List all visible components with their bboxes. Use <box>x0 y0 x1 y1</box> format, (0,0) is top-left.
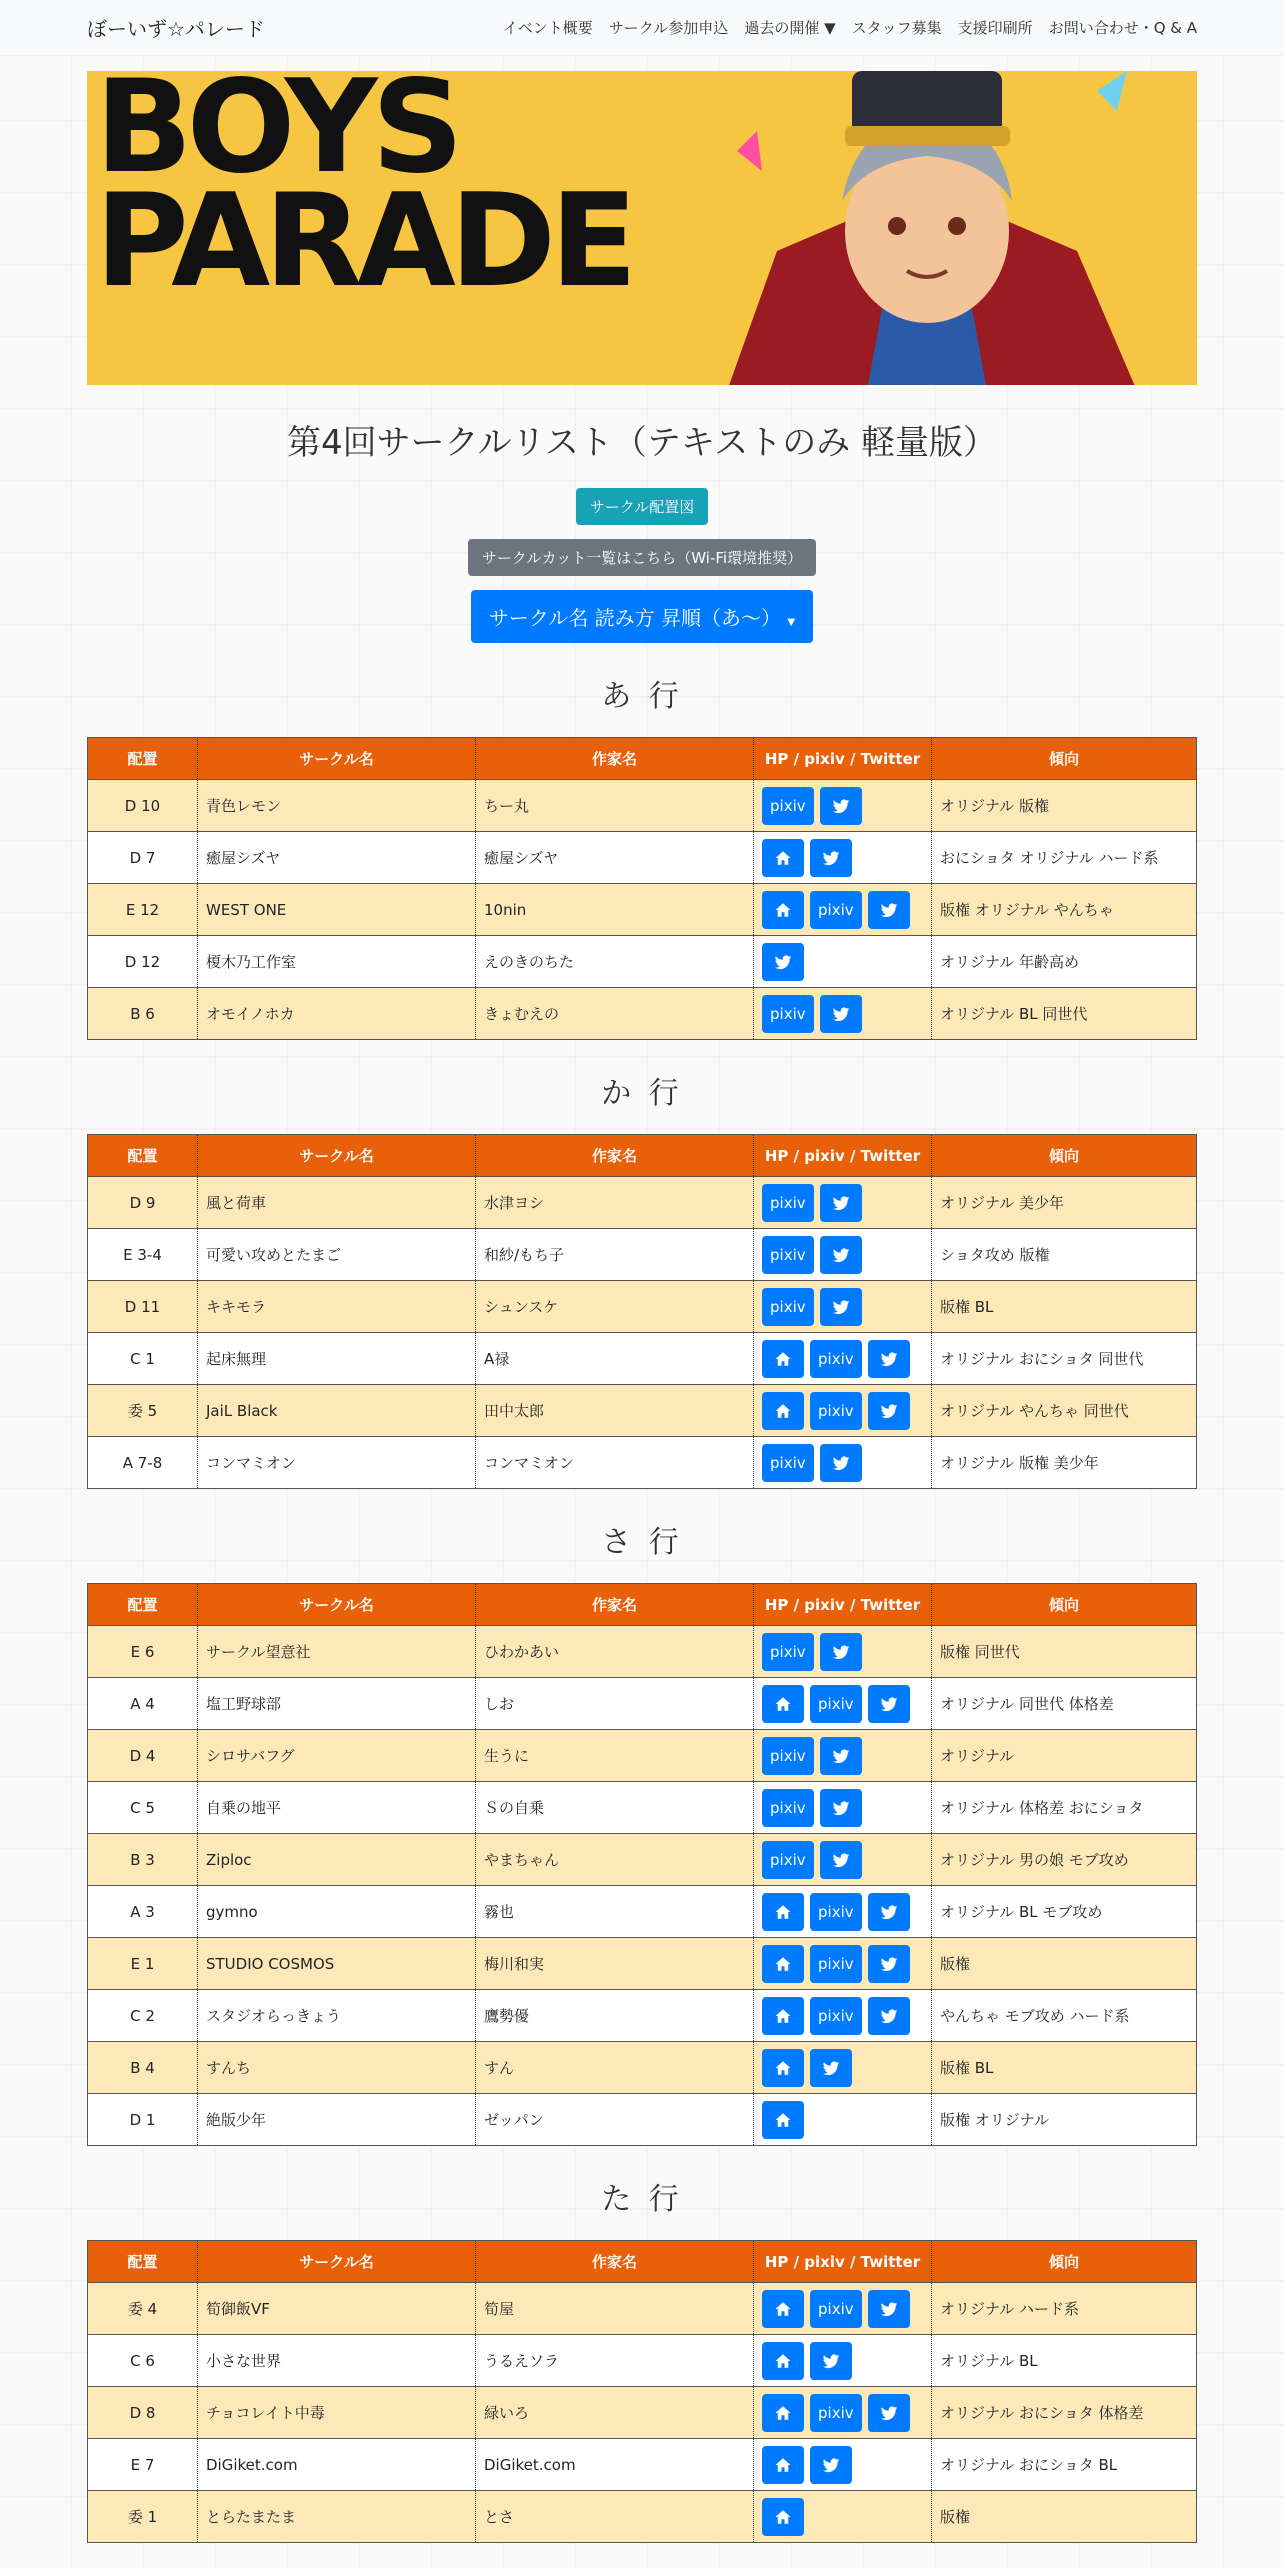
tags-cell: オリジナル 男の娘 モブ攻め <box>932 1834 1197 1886</box>
page-title: 第4回サークルリスト（テキストのみ 軽量版） <box>286 423 998 463</box>
links-cell <box>754 1834 932 1886</box>
booth-cell: A 3 <box>88 1886 198 1938</box>
circle-name-cell: 風と荷車 <box>198 1177 476 1229</box>
links-cell <box>754 2335 932 2387</box>
twitter-icon[interactable] <box>820 1789 862 1827</box>
circle-name-cell: チョコレイト中毒 <box>198 2387 476 2439</box>
home-icon[interactable] <box>762 891 804 929</box>
table-row <box>88 2335 1197 2387</box>
circle-name-cell: オモイノホカ <box>198 988 476 1040</box>
booth-cell: C 6 <box>88 2335 198 2387</box>
pixiv-button[interactable]: pixiv <box>762 1184 814 1222</box>
column-header: 傾向 <box>932 1584 1197 1626</box>
section-title: か 行 <box>601 1076 683 1111</box>
table-row <box>88 1281 1197 1333</box>
column-header: サークル名 <box>198 738 476 780</box>
links-cell <box>754 1678 932 1730</box>
circle-name-cell: 起床無理 <box>198 1333 476 1385</box>
links-cell <box>754 1730 932 1782</box>
links-cell <box>754 2042 932 2094</box>
home-icon[interactable] <box>762 1685 804 1723</box>
links-cell <box>754 1385 932 1437</box>
twitter-icon[interactable] <box>810 839 852 877</box>
home-icon[interactable] <box>762 1392 804 1430</box>
cut-list-row <box>87 539 1197 576</box>
links-cell <box>754 884 932 936</box>
links-cell <box>754 2283 932 2335</box>
tags-cell: オリジナル BL モブ攻め <box>932 1886 1197 1938</box>
twitter-icon[interactable] <box>820 1737 862 1775</box>
pixiv-button[interactable]: pixiv <box>810 1893 862 1931</box>
column-header: 傾向 <box>932 738 1197 780</box>
pixiv-button[interactable]: pixiv <box>762 1288 814 1326</box>
author-cell: ひわかあい <box>476 1626 754 1678</box>
author-cell: ちー丸 <box>476 780 754 832</box>
circle-name-cell: 自乗の地平 <box>198 1782 476 1834</box>
links-cell <box>754 2439 932 2491</box>
author-cell: 10nin <box>476 884 754 936</box>
author-cell: 生うに <box>476 1730 754 1782</box>
author-cell: 筍屋 <box>476 2283 754 2335</box>
column-header: 配置 <box>88 2241 198 2283</box>
booth-cell: E 1 <box>88 1938 198 1990</box>
twitter-icon[interactable] <box>868 891 910 929</box>
nav-item-printer[interactable]: 支援印刷所 <box>957 19 1033 37</box>
author-cell: えのきのちた <box>476 936 754 988</box>
twitter-icon[interactable] <box>820 1288 862 1326</box>
table-row <box>88 1437 1197 1489</box>
table-row <box>88 884 1197 936</box>
booth-cell: B 6 <box>88 988 198 1040</box>
links-cell <box>754 1938 932 1990</box>
nav-item-event-overview[interactable]: イベント概要 <box>502 19 593 37</box>
booth-cell: D 11 <box>88 1281 198 1333</box>
table-row <box>88 1678 1197 1730</box>
circle-name-cell: DiGiket.com <box>198 2439 476 2491</box>
column-header: サークル名 <box>198 2241 476 2283</box>
tags-cell: オリジナル おにショタ 体格差 <box>932 2387 1197 2439</box>
section-title: さ 行 <box>601 1525 683 1560</box>
circle-table <box>87 1583 1197 2146</box>
circle-table <box>87 2240 1197 2543</box>
table-header-row <box>88 738 1197 780</box>
tags-cell: オリジナル 同世代 体格差 <box>932 1678 1197 1730</box>
circle-name-cell: gymno <box>198 1886 476 1938</box>
links-cell <box>754 1437 932 1489</box>
tags-cell: オリジナル BL 同世代 <box>932 988 1197 1040</box>
circle-name-cell: 青色レモン <box>198 780 476 832</box>
event-banner <box>87 71 1197 385</box>
author-cell: コンマミオン <box>476 1437 754 1489</box>
author-cell: 霧也 <box>476 1886 754 1938</box>
column-header: サークル名 <box>198 1135 476 1177</box>
pixiv-button[interactable]: pixiv <box>810 1340 862 1378</box>
column-header: HP / pixiv / Twitter <box>754 2241 932 2283</box>
column-header: HP / pixiv / Twitter <box>754 1135 932 1177</box>
circle-table <box>87 737 1197 1040</box>
nav-item-staff[interactable]: スタッフ募集 <box>851 19 942 37</box>
booth-cell: E 3-4 <box>88 1229 198 1281</box>
twitter-icon[interactable] <box>868 1945 910 1983</box>
circle-name-cell: 筍御飯VF <box>198 2283 476 2335</box>
pixiv-button[interactable]: pixiv <box>762 1444 814 1482</box>
twitter-icon[interactable] <box>868 2394 910 2432</box>
twitter-icon[interactable] <box>868 1392 910 1430</box>
home-icon[interactable] <box>762 2049 804 2087</box>
table-row <box>88 1177 1197 1229</box>
twitter-icon[interactable] <box>820 1184 862 1222</box>
circle-name-cell: WEST ONE <box>198 884 476 936</box>
tags-cell: オリジナル 美少年 <box>932 1177 1197 1229</box>
table-row <box>88 1990 1197 2042</box>
pixiv-button[interactable]: pixiv <box>810 1997 862 2035</box>
circle-table <box>87 1134 1197 1489</box>
sort-row <box>87 590 1197 643</box>
author-cell: A禄 <box>476 1333 754 1385</box>
booth-cell: D 9 <box>88 1177 198 1229</box>
home-icon[interactable] <box>762 2446 804 2484</box>
tags-cell: オリジナル おにショタ 同世代 <box>932 1333 1197 1385</box>
tags-cell: オリジナル やんちゃ 同世代 <box>932 1385 1197 1437</box>
booth-cell: D 10 <box>88 780 198 832</box>
tags-cell: オリジナル BL <box>932 2335 1197 2387</box>
table-header-row <box>88 1135 1197 1177</box>
banner-title-line2: PARADE <box>95 167 632 316</box>
column-header: 傾向 <box>932 2241 1197 2283</box>
author-cell: とさ <box>476 2491 754 2543</box>
circle-name-cell: キキモラ <box>198 1281 476 1333</box>
tags-cell: 版権 オリジナル <box>932 2094 1197 2146</box>
author-cell: シュンスケ <box>476 1281 754 1333</box>
tags-cell: 版権 同世代 <box>932 1626 1197 1678</box>
circle-name-cell: 癒屋シズヤ <box>198 832 476 884</box>
nav-item-past-events[interactable] <box>744 17 835 38</box>
home-icon[interactable] <box>762 2290 804 2328</box>
twitter-icon[interactable] <box>820 1633 862 1671</box>
cut-list-button[interactable]: サークルカット一覧はこちら（Wi-Fi環境推奨） <box>468 539 816 576</box>
booth-cell: E 12 <box>88 884 198 936</box>
links-cell <box>754 1886 932 1938</box>
booth-cell: 委 1 <box>88 2491 198 2543</box>
column-header: HP / pixiv / Twitter <box>754 738 932 780</box>
booth-cell: E 6 <box>88 1626 198 1678</box>
twitter-icon[interactable] <box>762 943 804 981</box>
pixiv-button[interactable]: pixiv <box>762 1236 814 1274</box>
booth-cell: C 2 <box>88 1990 198 2042</box>
tags-cell: オリジナル <box>932 1730 1197 1782</box>
column-header: 配置 <box>88 1135 198 1177</box>
twitter-icon[interactable] <box>820 1841 862 1879</box>
sort-dropdown-label: サークル名 読み方 昇順（あ～） <box>488 606 782 630</box>
home-icon[interactable] <box>762 1893 804 1931</box>
home-icon[interactable] <box>762 1997 804 2035</box>
tags-cell: 版権 BL <box>932 2042 1197 2094</box>
links-cell <box>754 832 932 884</box>
links-cell <box>754 1782 932 1834</box>
circle-name-cell: STUDIO COSMOS <box>198 1938 476 1990</box>
table-row <box>88 1938 1197 1990</box>
booth-cell: C 5 <box>88 1782 198 1834</box>
top-navbar <box>0 0 1284 56</box>
pixiv-button[interactable]: pixiv <box>762 995 814 1033</box>
author-cell: やまちゃん <box>476 1834 754 1886</box>
column-header: 配置 <box>88 1584 198 1626</box>
table-header-row <box>88 1584 1197 1626</box>
author-cell: 緑いろ <box>476 2387 754 2439</box>
circle-name-cell: 榎木乃工作室 <box>198 936 476 988</box>
author-cell: すん <box>476 2042 754 2094</box>
booth-cell: E 7 <box>88 2439 198 2491</box>
home-icon[interactable] <box>762 1945 804 1983</box>
column-header: 作家名 <box>476 2241 754 2283</box>
table-row <box>88 832 1197 884</box>
table-row <box>88 2283 1197 2335</box>
column-header: 作家名 <box>476 738 754 780</box>
home-icon[interactable] <box>762 2101 804 2139</box>
author-cell: うるえソラ <box>476 2335 754 2387</box>
pixiv-button[interactable]: pixiv <box>762 1841 814 1879</box>
sort-dropdown-button[interactable] <box>471 590 813 643</box>
booth-cell: D 7 <box>88 832 198 884</box>
twitter-icon[interactable] <box>820 1444 862 1482</box>
table-row <box>88 1385 1197 1437</box>
table-row <box>88 2387 1197 2439</box>
circle-name-cell: スタジオらっきょう <box>198 1990 476 2042</box>
circle-sections <box>87 671 1197 2543</box>
circle-name-cell: 可愛い攻めとたまご <box>198 1229 476 1281</box>
author-cell: 田中太郎 <box>476 1385 754 1437</box>
chevron-down-icon: ▼ <box>787 617 796 628</box>
section-title: た 行 <box>601 2182 683 2217</box>
twitter-icon[interactable] <box>820 995 862 1033</box>
links-cell <box>754 1626 932 1678</box>
table-row <box>88 1229 1197 1281</box>
author-cell: 鷹勢優 <box>476 1990 754 2042</box>
pixiv-button[interactable]: pixiv <box>762 1789 814 1827</box>
banner-title <box>95 71 632 316</box>
circle-name-cell: サークル望意社 <box>198 1626 476 1678</box>
table-row <box>88 1886 1197 1938</box>
table-row <box>88 2094 1197 2146</box>
links-cell <box>754 2094 932 2146</box>
links-cell <box>754 2491 932 2543</box>
circle-name-cell: 絶版少年 <box>198 2094 476 2146</box>
author-cell: 梅川和実 <box>476 1938 754 1990</box>
tags-cell: 版権 オリジナル やんちゃ <box>932 884 1197 936</box>
links-cell <box>754 1333 932 1385</box>
layout-map-button[interactable]: サークル配置図 <box>576 488 709 525</box>
booth-cell: 委 4 <box>88 2283 198 2335</box>
main-container <box>87 71 1197 2543</box>
circle-name-cell: JaiL Black <box>198 1385 476 1437</box>
twitter-icon[interactable] <box>810 2342 852 2380</box>
tags-cell: おにショタ オリジナル ハード系 <box>932 832 1197 884</box>
twitter-icon[interactable] <box>810 2446 852 2484</box>
twitter-icon[interactable] <box>868 2290 910 2328</box>
column-header: 作家名 <box>476 1135 754 1177</box>
column-header: 配置 <box>88 738 198 780</box>
tags-cell: オリジナル 年齢高め <box>932 936 1197 988</box>
twitter-icon[interactable] <box>868 1893 910 1931</box>
tags-cell: ショタ攻め 版権 <box>932 1229 1197 1281</box>
booth-cell: D 4 <box>88 1730 198 1782</box>
links-cell <box>754 1281 932 1333</box>
table-row <box>88 988 1197 1040</box>
chevron-down-icon: ▼ <box>824 19 836 37</box>
pixiv-button[interactable]: pixiv <box>762 1737 814 1775</box>
circle-name-cell: 塩工野球部 <box>198 1678 476 1730</box>
circle-name-cell: シロサバフグ <box>198 1730 476 1782</box>
brand-logo[interactable]: ぼーいず☆パレード <box>87 17 265 41</box>
booth-cell: 委 5 <box>88 1385 198 1437</box>
table-row <box>88 936 1197 988</box>
table-row <box>88 2439 1197 2491</box>
pixiv-button[interactable]: pixiv <box>810 2290 862 2328</box>
home-icon[interactable] <box>762 839 804 877</box>
tags-cell: 版権 BL <box>932 1281 1197 1333</box>
links-cell <box>754 1229 932 1281</box>
pixiv-button[interactable]: pixiv <box>762 787 814 825</box>
home-icon[interactable] <box>762 1340 804 1378</box>
twitter-icon[interactable] <box>868 1340 910 1378</box>
tags-cell: オリジナル 版権 美少年 <box>932 1437 1197 1489</box>
column-header: 傾向 <box>932 1135 1197 1177</box>
table-row <box>88 1730 1197 1782</box>
tags-cell: 版権 <box>932 2491 1197 2543</box>
booth-cell: D 8 <box>88 2387 198 2439</box>
author-cell: Ｓの自乗 <box>476 1782 754 1834</box>
booth-cell: B 4 <box>88 2042 198 2094</box>
home-icon[interactable] <box>762 2342 804 2380</box>
tags-cell: 版権 <box>932 1938 1197 1990</box>
twitter-icon[interactable] <box>868 1997 910 2035</box>
links-cell <box>754 2387 932 2439</box>
pixiv-button[interactable]: pixiv <box>810 2394 862 2432</box>
nav-menu <box>503 17 1197 38</box>
layout-map-row <box>87 488 1197 525</box>
home-icon[interactable] <box>762 2394 804 2432</box>
table-header-row <box>88 2241 1197 2283</box>
links-cell <box>754 1990 932 2042</box>
table-row <box>88 1626 1197 1678</box>
links-cell <box>754 936 932 988</box>
pixiv-button[interactable]: pixiv <box>810 1392 862 1430</box>
twitter-icon[interactable] <box>810 2049 852 2087</box>
circle-name-cell: Ziploc <box>198 1834 476 1886</box>
booth-cell: C 1 <box>88 1333 198 1385</box>
booth-cell: D 12 <box>88 936 198 988</box>
tags-cell: オリジナル ハード系 <box>932 2283 1197 2335</box>
circle-name-cell: コンマミオン <box>198 1437 476 1489</box>
section-title: あ 行 <box>601 679 683 714</box>
banner-title-line1: BOYS <box>95 71 458 202</box>
column-header: 作家名 <box>476 1584 754 1626</box>
author-cell: しお <box>476 1678 754 1730</box>
column-header: サークル名 <box>198 1584 476 1626</box>
nav-item-past-events-label: 過去の開催 <box>744 19 820 37</box>
pixiv-button[interactable]: pixiv <box>810 891 862 929</box>
column-header: HP / pixiv / Twitter <box>754 1584 932 1626</box>
table-row <box>88 2491 1197 2543</box>
tags-cell: やんちゃ モブ攻め ハード系 <box>932 1990 1197 2042</box>
tags-cell: オリジナル 版権 <box>932 780 1197 832</box>
author-cell: 和紗/もち子 <box>476 1229 754 1281</box>
pixiv-button[interactable]: pixiv <box>762 1633 814 1671</box>
booth-cell: A 7-8 <box>88 1437 198 1489</box>
booth-cell: A 4 <box>88 1678 198 1730</box>
pixiv-button[interactable]: pixiv <box>810 1685 862 1723</box>
twitter-icon[interactable] <box>820 787 862 825</box>
table-row <box>88 1333 1197 1385</box>
table-row <box>88 1782 1197 1834</box>
circle-name-cell: すんち <box>198 2042 476 2094</box>
links-cell <box>754 988 932 1040</box>
author-cell: ゼッパン <box>476 2094 754 2146</box>
nav-item-circle-apply[interactable]: サークル参加申込 <box>608 19 729 37</box>
author-cell: DiGiket.com <box>476 2439 754 2491</box>
author-cell: 水津ヨシ <box>476 1177 754 1229</box>
table-row <box>88 1834 1197 1886</box>
links-cell <box>754 1177 932 1229</box>
banner-character-illustration <box>717 71 1137 385</box>
nav-item-contact[interactable]: お問い合わせ・Q & A <box>1048 19 1197 37</box>
tags-cell: オリジナル おにショタ BL <box>932 2439 1197 2491</box>
table-row <box>88 2042 1197 2094</box>
circle-name-cell: 小さな世界 <box>198 2335 476 2387</box>
table-row <box>88 780 1197 832</box>
twitter-icon[interactable] <box>868 1685 910 1723</box>
circle-name-cell: とらたまたま <box>198 2491 476 2543</box>
booth-cell: D 1 <box>88 2094 198 2146</box>
author-cell: 癒屋シズヤ <box>476 832 754 884</box>
tags-cell: オリジナル 体格差 おにショタ <box>932 1782 1197 1834</box>
links-cell <box>754 780 932 832</box>
home-icon[interactable] <box>762 2498 804 2536</box>
pixiv-button[interactable]: pixiv <box>810 1945 862 1983</box>
author-cell: きょむえの <box>476 988 754 1040</box>
twitter-icon[interactable] <box>820 1236 862 1274</box>
booth-cell: B 3 <box>88 1834 198 1886</box>
